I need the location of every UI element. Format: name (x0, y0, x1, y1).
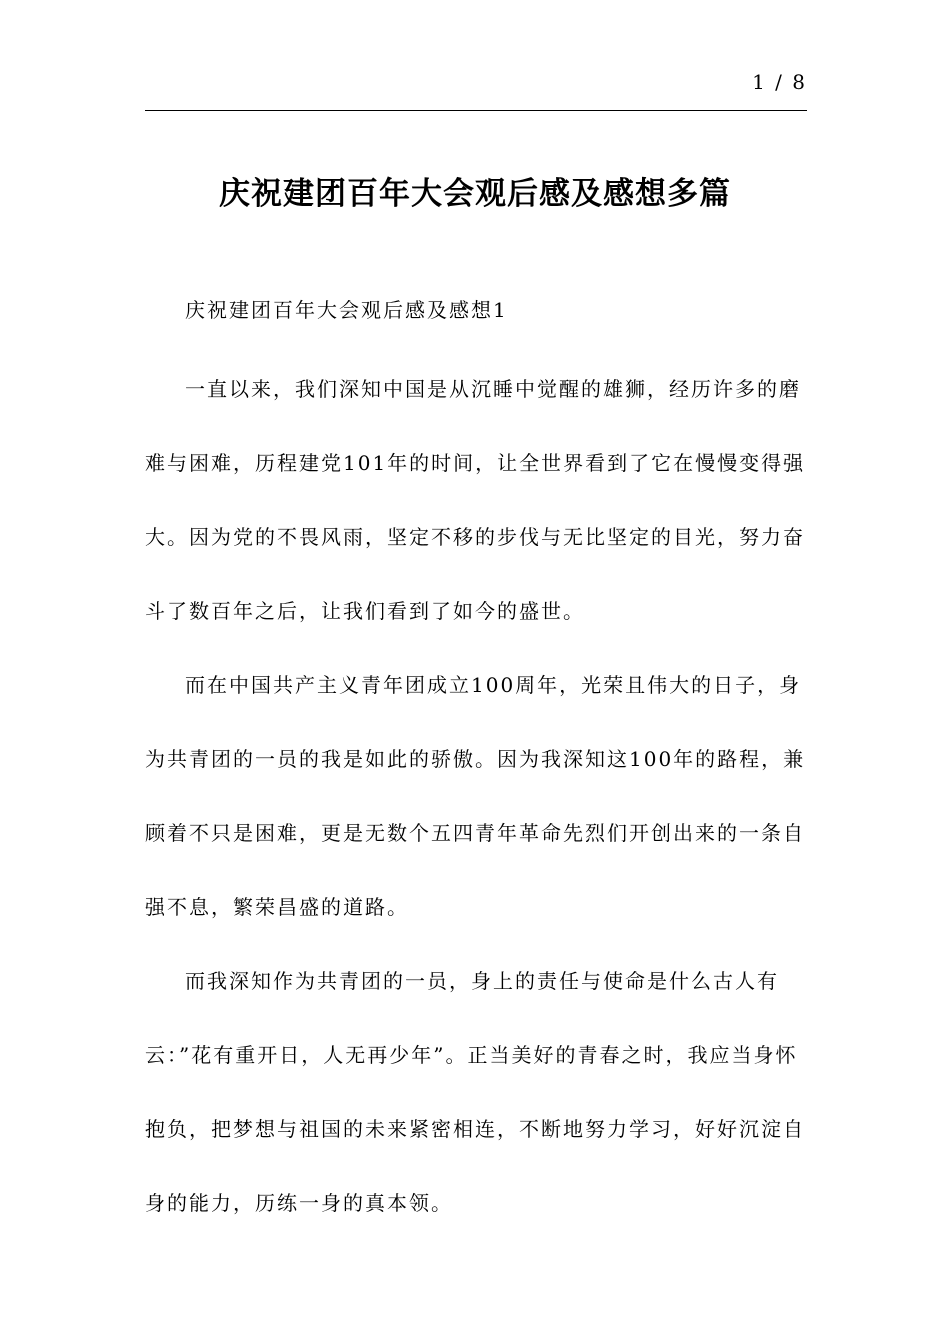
document-title: 庆祝建团百年大会观后感及感想多篇 (219, 176, 731, 212)
section-heading: 庆祝建团百年大会观后感及感想1 (185, 298, 508, 322)
document-body (145, 290, 817, 1240)
paragraph-2: 而在中国共产主义青年团成立100周年，光荣且伟大的日子，身为共青团的一员的我是如此的骄傲。因为我深知这100年的路程，兼顾着不只是困难，更是无数个五四青年革命先烈们开创出来的一条自强不息，繁荣昌盛的道路。 (145, 673, 806, 919)
paragraph-1: 一直以来，我们深知中国是从沉睡中觉醒的雄狮，经历许多的磨难与困难，历程建党101年的时间，让全世界看到了它在慢慢变得强大。因为党的不畏风雨，坚定不移的步伐与无比坚定的目光，努力奋斗了数百年之后，让我们看到了如今的盛世。 (145, 377, 806, 623)
paragraph-3: 而我深知作为共青团的一员，身上的责任与使命是什么古人有云：”花有重开日，人无再少年”。正当美好的青春之时，我应当身怀抱负，把梦想与祖国的未来紧密相连，不断地努力学习，好好沉淀自身的能力，历练一身的真本领。 (145, 969, 805, 1215)
header-divider (145, 110, 807, 111)
page-number: 1 / 8 (752, 70, 807, 94)
